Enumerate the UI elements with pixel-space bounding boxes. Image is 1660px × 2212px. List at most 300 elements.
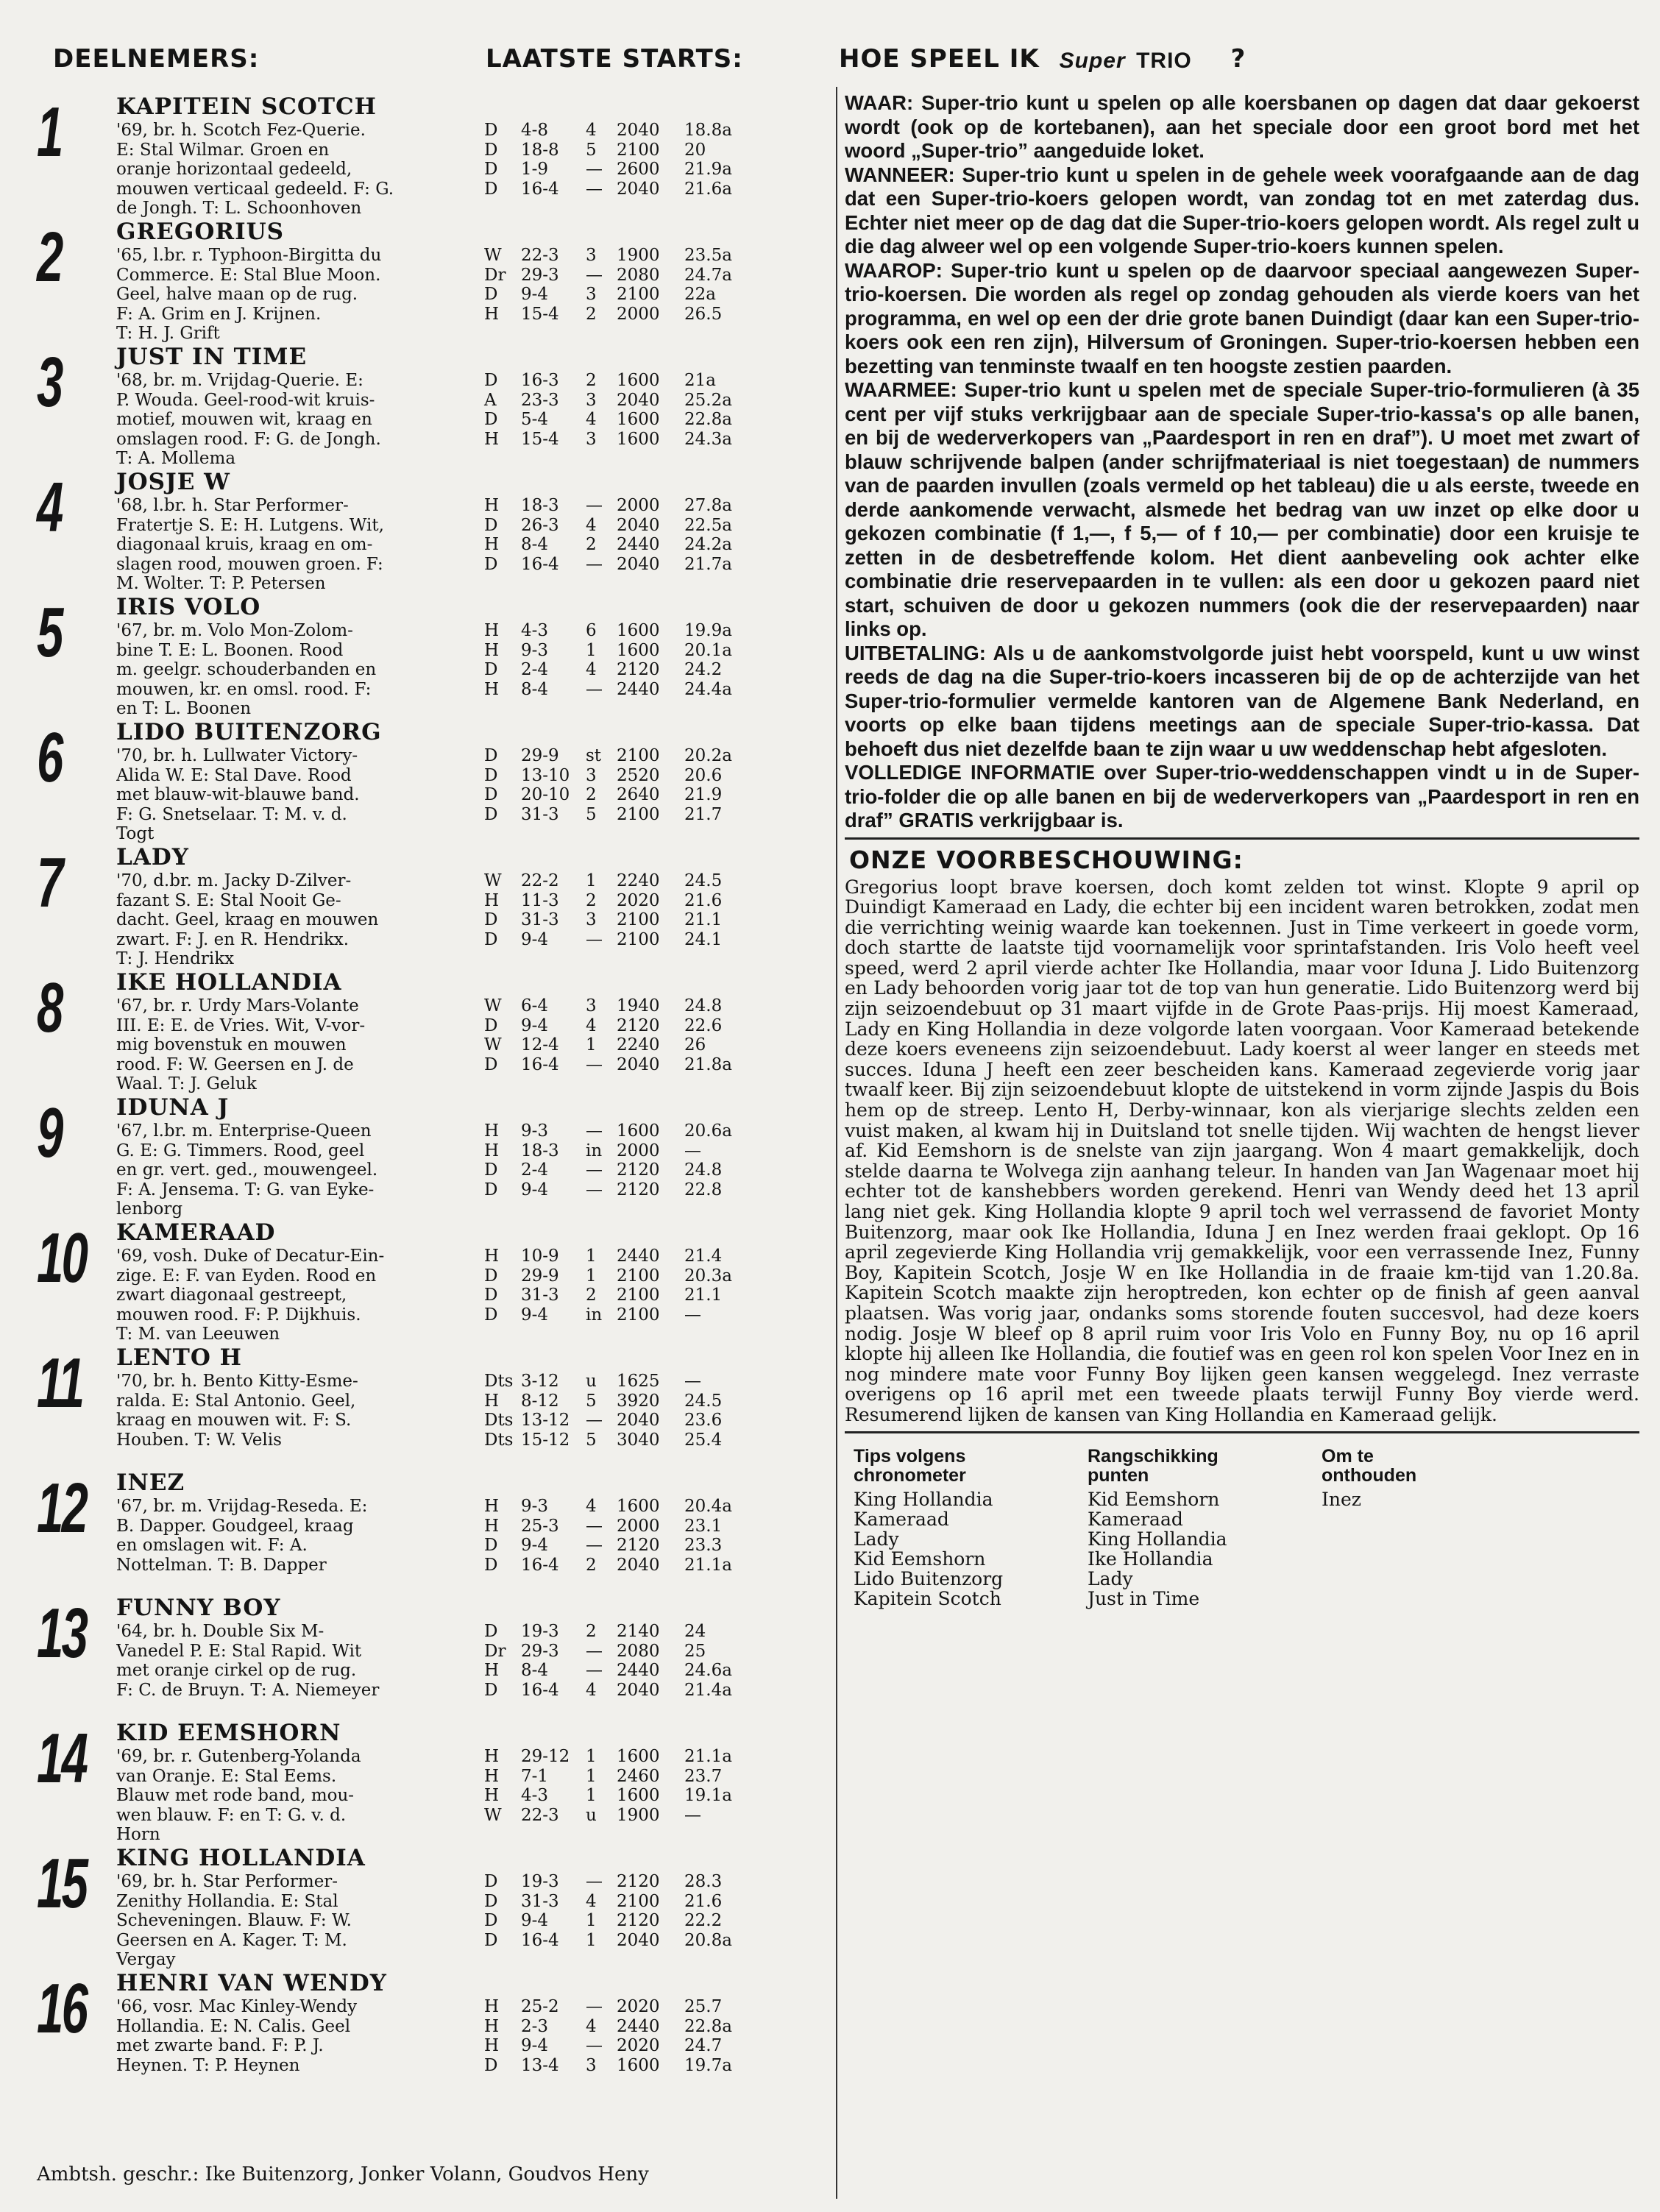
start-distance: 1600 [617, 371, 660, 390]
start-track: D [484, 746, 498, 765]
start-time: 20.6a [684, 1121, 732, 1141]
start-row [484, 180, 830, 199]
start-place: 2 [586, 890, 597, 910]
start-date: 18-3 [521, 1141, 559, 1160]
description-line: wen blauw. F: en T: G. v. d. [116, 1805, 347, 1825]
description-line: '69, vosh. Duke of Decatur-Ein- [116, 1247, 385, 1266]
description-line: T: M. van Leeuwen [116, 1325, 280, 1344]
description-line: M. Wolter. T: P. Petersen [116, 574, 326, 593]
start-date: 4-8 [521, 121, 549, 140]
start-row [484, 1767, 830, 1787]
start-distance: 2100 [617, 746, 660, 765]
start-place: — [586, 1872, 603, 1891]
start-time: 24.2a [684, 535, 732, 554]
logo-trio: TRIO [1136, 49, 1192, 73]
description-line: Alida W. E: Stal Dave. Rood [116, 765, 352, 785]
start-place: 5 [586, 140, 597, 160]
start-place: 5 [586, 1430, 597, 1450]
entry-number: 15 [37, 1844, 87, 1923]
horse-description [116, 371, 506, 469]
horse-description [116, 1121, 506, 1219]
entry-number: 5 [37, 593, 62, 672]
entry-number: 4 [37, 468, 62, 547]
start-distance: 1940 [617, 996, 660, 1015]
start-time: 23.6 [684, 1411, 723, 1430]
start-time: — [684, 1141, 701, 1160]
horse-description [116, 1872, 506, 1970]
start-track: D [484, 179, 498, 199]
description-line: met blauw-wit-blauwe band. [116, 785, 360, 804]
start-track: D [484, 660, 498, 679]
start-place: u [586, 1805, 597, 1825]
start-date: 8-4 [521, 679, 549, 699]
tips-punten-item: Kameraad [1088, 1508, 1183, 1530]
tips-punten-column [1088, 1447, 1227, 1609]
start-row [484, 660, 830, 680]
entry-9 [29, 1095, 820, 1220]
start-track: D [484, 804, 498, 824]
start-time: 20.4a [684, 1497, 732, 1516]
start-place: — [586, 1180, 603, 1199]
start-place: — [586, 1641, 603, 1661]
start-date: 16-4 [521, 1680, 559, 1700]
start-row [484, 1431, 830, 1450]
tips-punten-item: Kid Eemshorn [1088, 1488, 1220, 1510]
start-time: 25.2a [684, 390, 732, 410]
start-time: 21.1 [684, 1286, 723, 1305]
start-place: 3 [586, 390, 597, 410]
last-starts [484, 121, 830, 199]
start-row [484, 516, 830, 536]
start-row [484, 680, 830, 700]
description-line: Fratertje S. E: H. Lutgens. Wit, [116, 515, 384, 535]
start-place: — [586, 1516, 603, 1536]
entry-7 [29, 845, 820, 970]
start-track: H [484, 1516, 500, 1536]
start-distance: 2100 [617, 1305, 660, 1325]
start-date: 8-4 [521, 535, 549, 554]
description-line: Geel, halve maan op de rug. [116, 285, 358, 304]
start-date: 29-3 [521, 1641, 559, 1661]
start-distance: 2100 [617, 804, 660, 824]
start-place: — [586, 265, 603, 285]
start-row [484, 1642, 830, 1662]
horse-name: LADY [116, 844, 189, 871]
description-line: '70, br. h. Lullwater Victory- [116, 746, 358, 765]
entry-number: 6 [37, 718, 62, 797]
start-track: H [484, 304, 500, 324]
start-place: — [586, 679, 603, 699]
description-line: mig bovenstuk en mouwen [116, 1035, 347, 1054]
start-place: 1 [586, 1247, 597, 1266]
start-date: 9-4 [521, 1180, 549, 1199]
start-place: — [586, 179, 603, 199]
start-distance: 2120 [617, 1160, 660, 1180]
start-date: 2-4 [521, 1160, 549, 1180]
start-track: D [484, 2055, 498, 2075]
entry-number: 13 [37, 1594, 87, 1673]
start-row [484, 1622, 830, 1642]
start-distance: 2640 [617, 785, 660, 804]
tips-punten-item: Just in Time [1088, 1587, 1200, 1609]
start-place: 1 [586, 640, 597, 660]
start-place: 2 [586, 785, 597, 804]
horse-name: HENRI VAN WENDY [116, 1970, 387, 1996]
last-starts [484, 871, 830, 949]
start-time: 21.1 [684, 910, 723, 929]
start-row [484, 1872, 830, 1892]
start-time: 28.3 [684, 1872, 723, 1891]
start-track: W [484, 1805, 502, 1825]
start-row [484, 746, 830, 766]
start-time: 22a [684, 285, 716, 304]
start-track: D [484, 785, 498, 804]
start-place: 1 [586, 871, 597, 890]
tips-chronometer-item: Kapitein Scotch [854, 1587, 1001, 1609]
description-line: '68, br. m. Vrijdag-Querie. E: [116, 371, 363, 390]
start-date: 7-1 [521, 1766, 549, 1786]
start-distance: 2080 [617, 1641, 660, 1661]
start-time: 20 [684, 140, 706, 160]
start-place: 2 [586, 304, 597, 324]
start-distance: 2240 [617, 1035, 660, 1054]
start-row [484, 1556, 830, 1575]
start-distance: 2100 [617, 929, 660, 949]
start-row [484, 1747, 830, 1767]
description-line: F: G. Snetselaar. T: M. v. d. [116, 804, 347, 824]
start-distance: 2040 [617, 390, 660, 410]
entry-number: 8 [37, 968, 62, 1047]
entry-3 [29, 344, 820, 469]
last-starts [484, 1372, 830, 1450]
start-distance: 2120 [617, 1911, 660, 1930]
start-distance: 2040 [617, 1680, 660, 1700]
start-place: 2 [586, 1286, 597, 1305]
start-place: 5 [586, 804, 597, 824]
start-distance: 2040 [617, 1555, 660, 1575]
start-time: 24.5 [684, 871, 723, 890]
start-track: H [484, 1497, 500, 1516]
start-track: H [484, 2036, 500, 2055]
horse-name: JOSJE W [116, 469, 230, 495]
description-line: T: A. Mollema [116, 449, 236, 468]
start-date: 13-10 [521, 765, 570, 785]
start-place: — [586, 496, 603, 515]
start-track: D [484, 765, 498, 785]
start-track: D [484, 371, 498, 390]
start-distance: 1600 [617, 1747, 660, 1766]
start-distance: 1900 [617, 1805, 660, 1825]
start-place: — [586, 929, 603, 949]
description-line: '70, d.br. m. Jacky D-Zilver- [116, 871, 352, 890]
description-line: ralda. E: Stal Antonio. Geel, [116, 1391, 356, 1411]
start-date: 6-4 [521, 996, 549, 1015]
start-place: 4 [586, 2016, 597, 2036]
start-distance: 2040 [617, 1054, 660, 1074]
horse-name: IDUNA J [116, 1094, 230, 1121]
start-time: 24.1 [684, 929, 723, 949]
tips-chronometer-header: Tips volgens chronometer [854, 1445, 966, 1486]
start-distance: 2100 [617, 285, 660, 304]
start-time: 19.7a [684, 2055, 732, 2075]
start-time: 24.8 [684, 1160, 723, 1180]
description-line: motief, mouwen wit, kraag en [116, 410, 372, 429]
start-distance: 2020 [617, 1997, 660, 2016]
start-date: 2-3 [521, 2016, 549, 2036]
start-date: 10-9 [521, 1247, 559, 1266]
start-date: 22-2 [521, 871, 559, 890]
entry-number: 9 [37, 1093, 62, 1172]
start-distance: 1625 [617, 1372, 660, 1391]
horse-description [116, 871, 506, 969]
ambtsh-footnote: Ambtsh. geschr.: Ike Buitenzorg, Jonker Volann, Goudvos Heny [37, 2163, 649, 2186]
start-track: H [484, 890, 500, 910]
start-time: 24.6a [684, 1661, 732, 1680]
start-place: in [586, 1305, 603, 1325]
start-row [484, 930, 830, 950]
start-time: 22.8 [684, 1180, 723, 1199]
description-line: kraag en mouwen wit. F: S. [116, 1411, 352, 1430]
last-starts [484, 1121, 830, 1199]
howto-informatie: VOLLEDIGE INFORMATIE over Super-trio-weddenschappen vindt u in de Super-trio-folder die op alle banen en bij de wederverkopers van „Paardesport in ren en draf” GRATIS verkrijgbaar is. [845, 761, 1639, 832]
start-place: 5 [586, 1391, 597, 1411]
entry-number: 3 [37, 343, 62, 422]
start-time: 27.8a [684, 496, 732, 515]
start-time: 21.9 [684, 785, 723, 804]
start-time: 24.8 [684, 996, 723, 1015]
start-track: H [484, 535, 500, 554]
howto-waarop: WAAROP: Super-trio kunt u spelen op de daarvoor speciaal aangewezen Super-trio-koersen. Die worden als regel op zondag gehouden als vierde koers van het programma, en wel op een der drie grote banen Duindigt (daar kan een Super-trio-koers ook een ren zijn), Hilversum of Groningen. Super-trio-koersen hebben een bezetting van tenminste twaalf en ten hoogste zestien paarden. [845, 258, 1639, 377]
tips-chronometer-column [854, 1447, 1003, 1609]
entry-6 [29, 720, 820, 845]
start-date: 5-4 [521, 410, 549, 429]
start-date: 25-3 [521, 1516, 559, 1536]
start-date: 9-4 [521, 1536, 549, 1555]
start-distance: 2040 [617, 554, 660, 574]
start-time: 18.8a [684, 121, 732, 140]
start-distance: 2040 [617, 179, 660, 199]
start-row [484, 410, 830, 430]
start-time: 21.6 [684, 890, 723, 910]
start-track: Dr [484, 1641, 506, 1661]
last-starts [484, 1747, 830, 1825]
start-row [484, 1681, 830, 1701]
start-date: 22-3 [521, 1805, 559, 1825]
start-row [484, 1141, 830, 1161]
start-row [484, 1911, 830, 1931]
start-track: D [484, 1160, 498, 1180]
tips-onthouden-column [1322, 1447, 1416, 1509]
start-date: 18-3 [521, 496, 559, 515]
voorbeschouwing-text: Gregorius loopt brave koersen, doch komt zelden tot winst. Klopte 9 april op Duindigt Kameraad en Lady, die echter bij een incident waren betrokken, zodat men die verrichting weinig waarde kan toekennen. Just in Time verkeert in goede vorm, doch startte de laatste tijd voornamelijk voor sprintafstanden. Iris Volo heeft veel speed, werd 2 april vierde achter Ike Hollandia, maar voor Iduna J. Lido Buitenzorg en Lady behoorden vorig jaar tot de top van hun generatie. Lido Buitenzorg werd bij zijn seizoendebuut op 31 maart vijfde in de Grote Paas-prijs. Hij moest Kameraad, Lady en King Hollandia in deze volgorde laten voorgaan. Voor Kameraad betekende deze koers eveneens zijn seizoendebuut. Lady koerst al weer langer en steeds met succes. Iduna J heeft een zeer bescheiden kans. Kameraad zegevierde vorig jaar twaalf keer. Bij zijn seizoendebuut klopte de uitstekend in vorm zijnde Jaspis du Bois hem op de streep. Lento H, Derby-winnaar, kon als vierjarige slechts zelden een vuist maken, al kwam hij in Duitsland tot snelle tijden. Wij wachten de hengst liever af. Kid Eemshorn is de snelste van zijn jaargang. Won 4 maart gemakkelijk, doch stelde daarna te Wolvega zijn aanhang teleur. In handen van Jan Wagenaar moet hij echter tot de kanshebbers worden gerekend. Henri van Wendy deed het 13 april lang niet gek. King Hollandia klopte 9 april toch wel verrassend de favoriet Monty Buitenzorg, maar ook Ike Hollandia, Iduna J en Inez werden fraai geklopt. Op 16 april zegevierde King Hollandia vrij gemakkelijk, voor een verrassende Inez, Funny Boy, Kapitein Scotch, Josje W en Ike Hollandia in de fraaie km-tijd van 1.20.8a. Kapitein Scotch maakte zijn heroptreden, kon echter op de finish af geen aanval plaatsen. Was vorig jaar, ondanks soms storende fouten succesvol, had deze koers nodig. Josje W bleef op 8 april ruim voor Iris Volo en Funny Boy, nu op 16 april klopte hij alleen Ike Hollandia, die foutief was en geen rol kon spelen Voor Inez en in nog mindere mate voor Funny Boy lijken geen kansen weggelegd. Inez verraste overigens op 16 april met een tweede plaats terwijl Funny Boy vierde werd. Resumerend lijken de kansen van King Hollandia en Kameraad gelijk. [845, 876, 1639, 1425]
start-date: 2-4 [521, 660, 549, 679]
start-track: H [484, 496, 500, 515]
description-line: mouwen rood. F: P. Dijkhuis. [116, 1305, 361, 1325]
start-time: 20.2a [684, 746, 732, 765]
start-time: 24.7 [684, 2036, 723, 2055]
description-line: Vergay [116, 1950, 176, 1969]
start-distance: 1600 [617, 1121, 660, 1141]
start-date: 16-3 [521, 371, 559, 390]
start-track: H [484, 1121, 500, 1141]
start-time: 22.8a [684, 410, 732, 429]
start-track: D [484, 1872, 498, 1891]
tips-onthouden-header: Om te onthouden [1322, 1445, 1417, 1486]
start-track: D [484, 1180, 498, 1199]
start-place: 1 [586, 1035, 597, 1054]
description-line: en gr. vert. ged., mouwengeel. [116, 1160, 378, 1180]
start-row [484, 1806, 830, 1826]
start-track: D [484, 1305, 498, 1325]
start-row [484, 285, 830, 305]
start-row [484, 1055, 830, 1075]
last-starts [484, 1622, 830, 1700]
start-distance: 3920 [617, 1391, 660, 1411]
description-line: Horn [116, 1825, 160, 1844]
description-line: Togt [116, 824, 155, 843]
start-place: 3 [586, 246, 597, 265]
tips-chronometer-item: Lady [854, 1528, 899, 1550]
description-line: '67, l.br. m. Enterprise-Queen [116, 1121, 372, 1141]
description-line: F: A. Grim en J. Krijnen. [116, 304, 322, 324]
description-line: m. geelgr. schouderbanden en [116, 660, 377, 679]
description-line: T: J. Hendrikx [116, 949, 235, 968]
start-date: 9-4 [521, 1911, 549, 1930]
start-date: 29-12 [521, 1747, 570, 1766]
start-track: D [484, 1555, 498, 1575]
tips-chronometer-item: King Hollandia [854, 1488, 993, 1510]
start-track: H [484, 2016, 500, 2036]
start-row [484, 1497, 830, 1517]
start-track: A [484, 390, 497, 410]
start-track: D [484, 929, 498, 949]
horse-name: LENTO H [116, 1344, 242, 1371]
start-date: 29-3 [521, 265, 559, 285]
start-date: 15-12 [521, 1430, 570, 1450]
start-place: 1 [586, 1266, 597, 1286]
start-time: 24 [684, 1622, 706, 1641]
start-time: 24.5 [684, 1391, 723, 1411]
start-distance: 2020 [617, 890, 660, 910]
start-date: 29-9 [521, 746, 559, 765]
start-distance: 2020 [617, 2036, 660, 2055]
entry-10 [29, 1220, 820, 1345]
start-row [484, 1266, 830, 1286]
start-track: H [484, 1747, 500, 1766]
tips-punten-item: King Hollandia [1088, 1528, 1227, 1550]
description-line: Vanedel P. E: Stal Rapid. Wit [116, 1641, 362, 1661]
start-row [484, 621, 830, 641]
start-place: 4 [586, 1497, 597, 1516]
start-time: 21.7 [684, 804, 723, 824]
start-place: 2 [586, 535, 597, 554]
description-line: Scheveningen. Blauw. F: W. [116, 1911, 352, 1930]
start-place: 4 [586, 121, 597, 140]
description-line: oranje horizontaal gedeeld, [116, 160, 352, 179]
start-time: 26.5 [684, 304, 723, 324]
start-place: 1 [586, 1766, 597, 1786]
horse-name: INEZ [116, 1470, 185, 1496]
start-distance: 2120 [617, 660, 660, 679]
description-line: Commerce. E: Stal Blue Moon. [116, 265, 381, 285]
start-time: — [684, 1372, 701, 1391]
start-row [484, 805, 830, 825]
start-track: H [484, 1997, 500, 2016]
start-time: 25 [684, 1641, 706, 1661]
start-track: D [484, 160, 498, 179]
description-line: omslagen rood. F: G. de Jongh. [116, 429, 381, 449]
start-place: 3 [586, 2055, 597, 2075]
entry-number: 16 [37, 1969, 87, 2048]
description-line: Geersen en A. Kager. T: M. [116, 1930, 347, 1950]
start-row [484, 2017, 830, 2037]
entry-number: 7 [37, 843, 62, 922]
start-time: 21.1a [684, 1555, 732, 1575]
start-distance: 2120 [617, 1872, 660, 1891]
start-time: 19.9a [684, 621, 732, 640]
tips-table [845, 1447, 1639, 1616]
start-place: 3 [586, 996, 597, 1015]
description-line: met oranje cirkel op de rug. [116, 1661, 357, 1680]
start-distance: 2100 [617, 910, 660, 929]
description-line: Waal. T: J. Geluk [116, 1074, 257, 1093]
entry-number: 11 [37, 1344, 83, 1422]
start-track: W [484, 996, 502, 1015]
deelnemers-list [29, 94, 820, 2199]
start-row [484, 266, 830, 286]
start-row [484, 430, 830, 450]
start-place: 4 [586, 515, 597, 535]
horse-description [116, 1372, 506, 1450]
start-distance: 2100 [617, 140, 660, 160]
start-row [484, 891, 830, 911]
start-row [484, 1892, 830, 1912]
howto-uitbetaling: UITBETALING: Als u de aankomstvolgorde juist hebt voorspeld, kunt u uw winst reeds de dag na die Super-trio-koers incasseren bij de op de achterzijde van het Super-trio-formulier vermelde kantoren van de Algemene Bank Nederland, en voorts op elke baan tijdens meetings aan de speciale Super-trio-kassa. Dat behoeft dus niet dezelfde baan te zijn waar u uw weddenschap hebt afgesloten. [845, 641, 1639, 760]
description-line: T: H. J. Grift [116, 324, 220, 343]
last-starts [484, 371, 830, 449]
start-time: 24.4a [684, 679, 732, 699]
start-row [484, 996, 830, 1016]
entry-1 [29, 94, 820, 219]
start-track: W [484, 871, 502, 890]
start-time: 20.8a [684, 1930, 732, 1950]
description-line: en omslagen wit. F: A. [116, 1536, 308, 1555]
start-track: D [484, 121, 498, 140]
start-place: u [586, 1372, 597, 1391]
start-time: 22.5a [684, 515, 732, 535]
horse-name: IRIS VOLO [116, 594, 261, 620]
start-row [484, 1392, 830, 1411]
voorbeschouwing-title: ONZE VOORBESCHOUWING: [849, 845, 1244, 874]
start-row [484, 1305, 830, 1325]
description-line: Heynen. T: P. Heynen [116, 2055, 300, 2075]
start-row [484, 1286, 830, 1305]
start-time: 26 [684, 1035, 706, 1054]
column-divider [836, 87, 837, 2199]
horse-description [116, 1247, 506, 1344]
start-place: — [586, 1997, 603, 2016]
start-date: 25-2 [521, 1997, 559, 2016]
last-starts [484, 1872, 830, 1950]
start-distance: 2000 [617, 1516, 660, 1536]
start-row [484, 535, 830, 555]
howto-waar: WAAR: Super-trio kunt u spelen op alle koersbanen op dagen dat daar gekoerst wordt (ook op de kortebanen), aan het speciale door een groot bord met het woord „Super-trio” aangeduide loket. [845, 91, 1639, 162]
start-row [484, 871, 830, 891]
description-line: '67, br. m. Vrijdag-Reseda. E: [116, 1497, 368, 1516]
start-row [484, 160, 830, 180]
entry-5 [29, 595, 820, 720]
horse-description [116, 1497, 506, 1575]
